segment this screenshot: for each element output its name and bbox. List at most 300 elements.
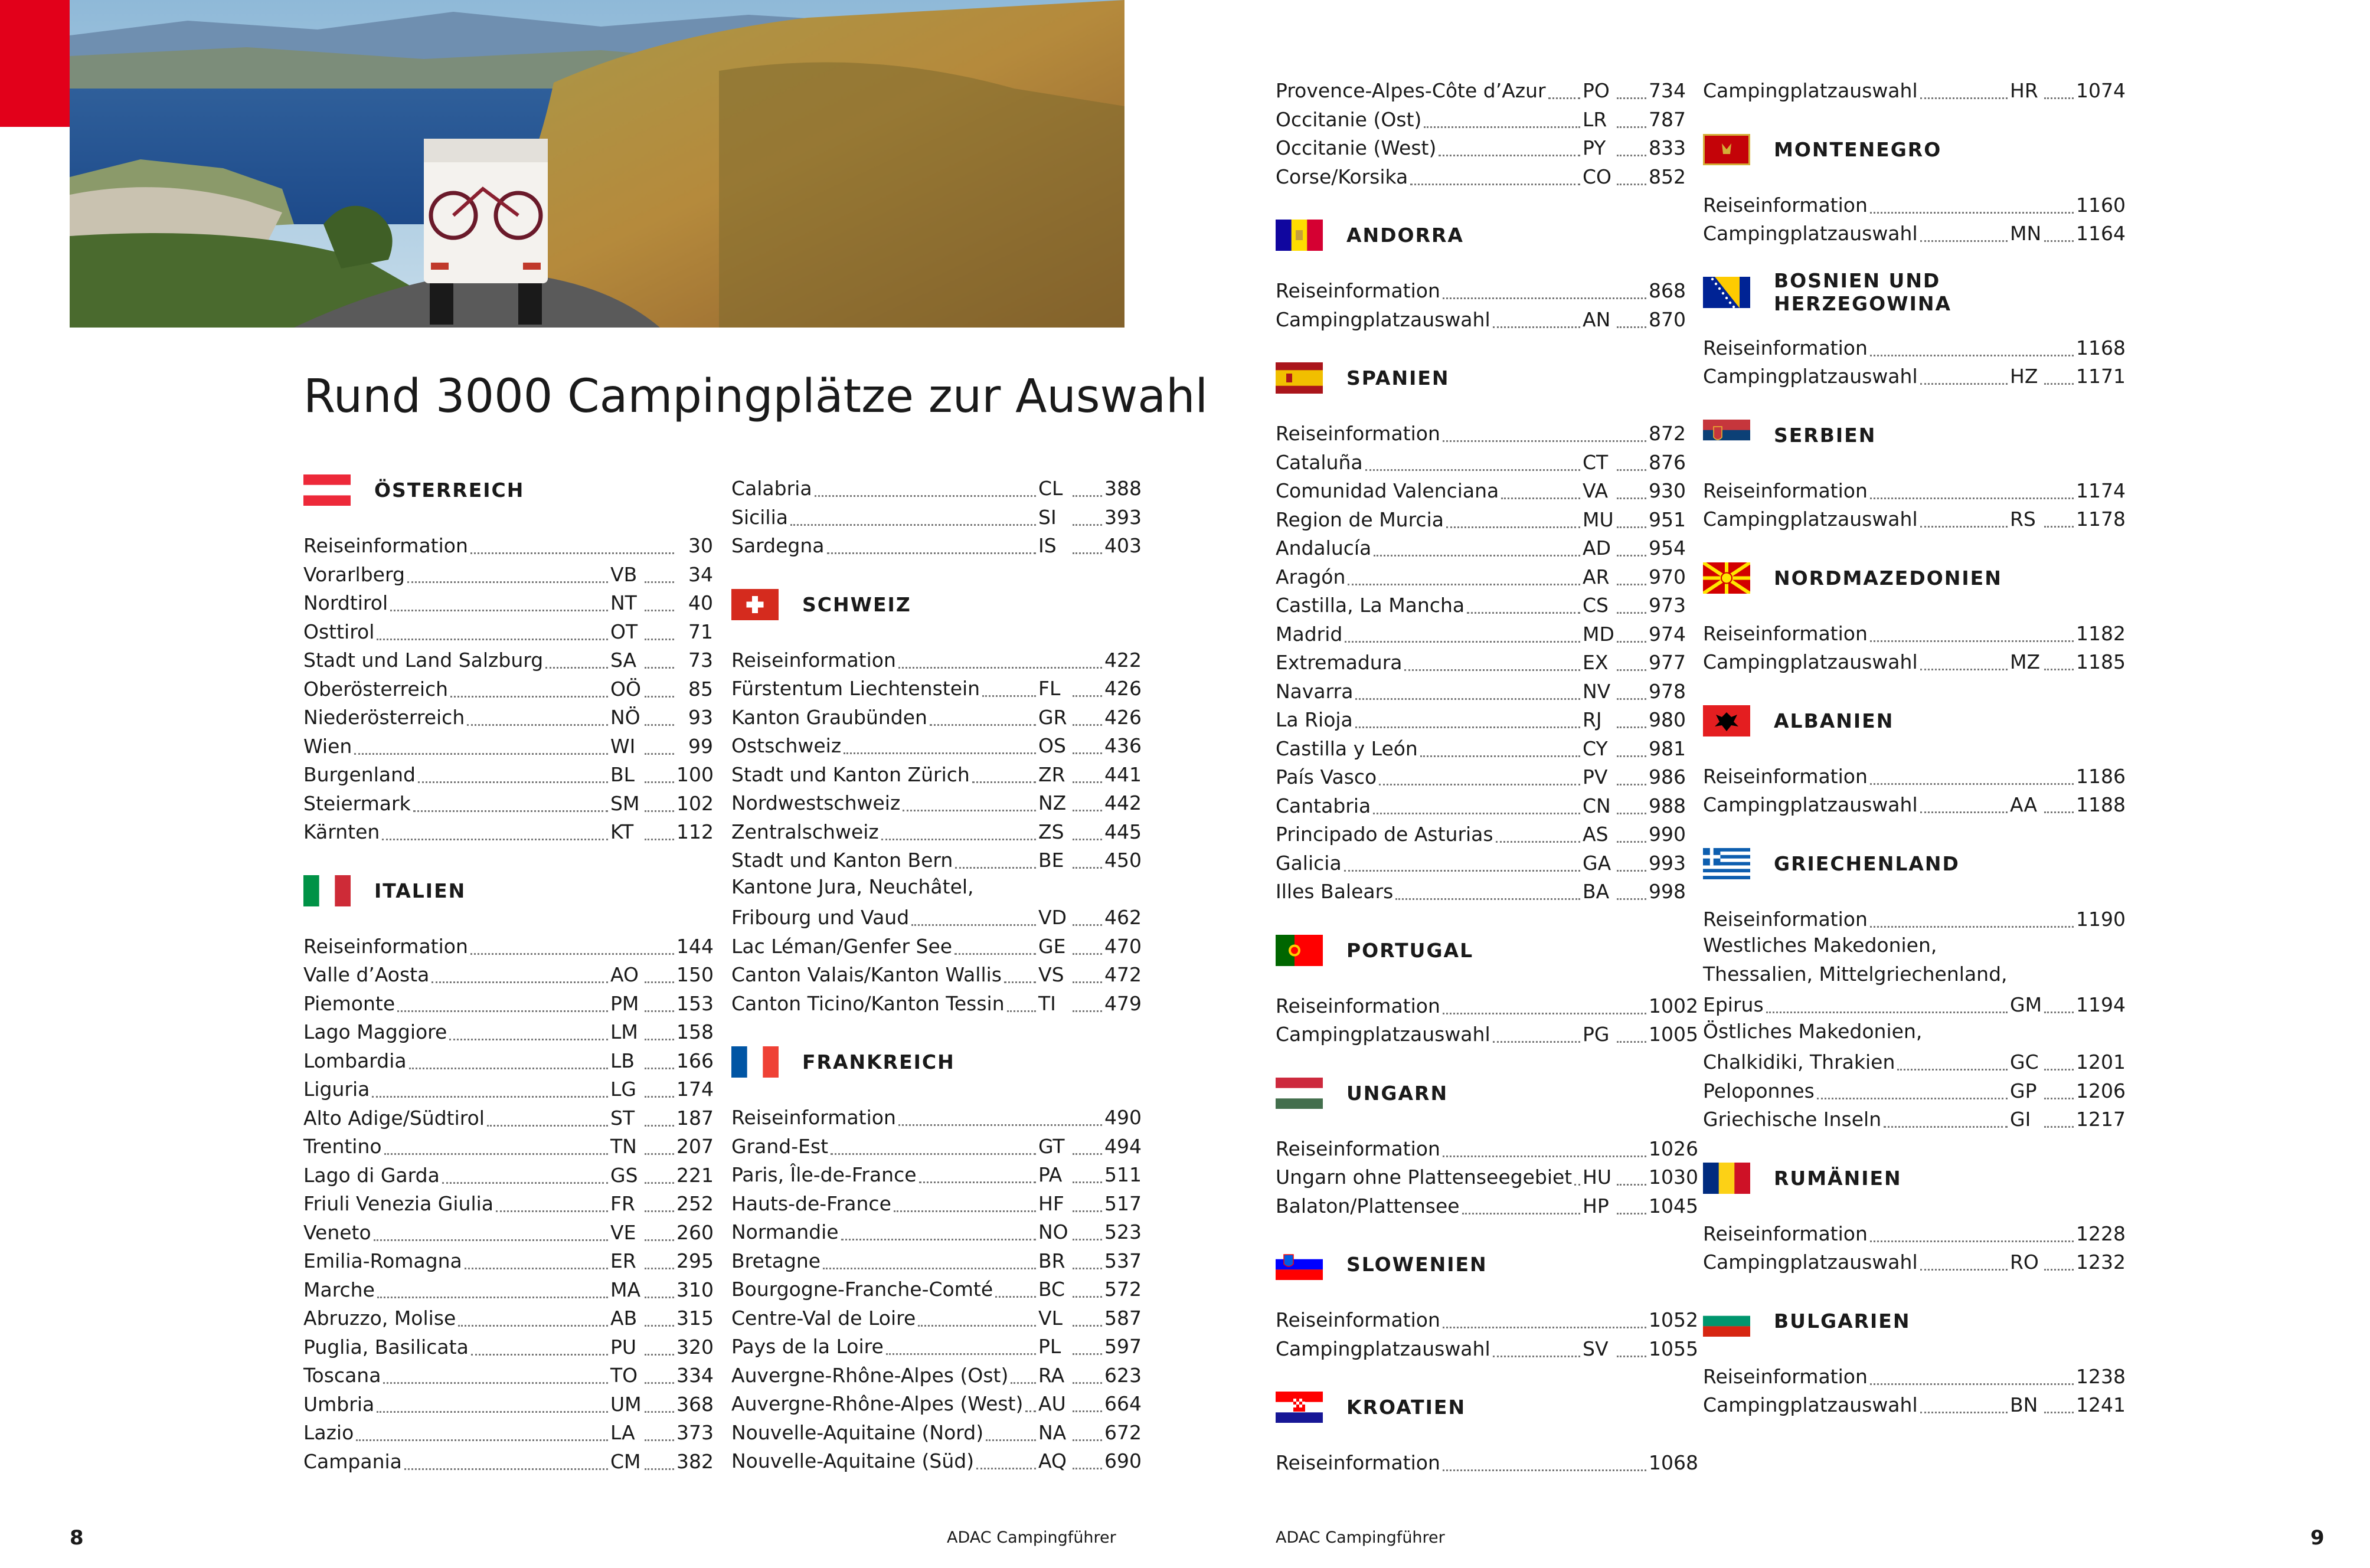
toc-entry[interactable]	[1703, 1105, 2126, 1134]
dot-leader	[1073, 1153, 1102, 1155]
toc-entry[interactable]	[1276, 849, 1685, 878]
entry-name: Puglia, Basilicata	[303, 1335, 469, 1359]
toc-entry[interactable]	[303, 646, 713, 675]
page-number: 511	[1104, 1163, 1142, 1187]
toc-entry[interactable]	[731, 1161, 1141, 1190]
region-code: VE	[610, 1220, 636, 1244]
toc-entry[interactable]	[1703, 362, 2126, 391]
country-heading-hungary[interactable]	[1276, 1078, 1685, 1135]
dot-leader	[450, 695, 608, 698]
toc-entry[interactable]	[303, 532, 713, 561]
entry-name: Calabria	[731, 477, 812, 500]
entry-name: Oberösterreich	[303, 677, 449, 700]
country-heading-romania[interactable]	[1703, 1163, 2113, 1220]
dot-leader	[496, 1210, 608, 1212]
page-number: 1045	[1649, 1194, 1698, 1217]
page-number: 872	[1649, 422, 1686, 446]
dot-leader	[1073, 495, 1102, 497]
toc-entry[interactable]	[731, 1218, 1141, 1247]
page-number: 1241	[2076, 1393, 2126, 1417]
region-code: LM	[610, 1020, 638, 1044]
region-code: PG	[1583, 1023, 1610, 1046]
region-code: OS	[1038, 734, 1066, 758]
dot-leader	[1073, 523, 1102, 526]
page-title: Rund 3000 Campingplätze zur Auswahl	[303, 370, 1208, 423]
country-heading-andorra[interactable]	[1276, 220, 1685, 277]
dot-leader	[377, 1410, 608, 1413]
section-gap	[1276, 1363, 1685, 1392]
toc-entry[interactable]	[731, 761, 1141, 790]
country-heading-spain[interactable]	[1276, 362, 1685, 420]
dot-leader	[1443, 297, 1646, 299]
toc-entry[interactable]	[1276, 1020, 1698, 1049]
dot-leader	[407, 581, 608, 583]
toc-entry[interactable]	[1703, 220, 2126, 248]
dot-leader	[377, 1296, 608, 1298]
toc-entry[interactable]	[1276, 563, 1685, 592]
page-number: 260	[676, 1220, 714, 1244]
section-gap	[1703, 1134, 2113, 1163]
toc-entry[interactable]	[303, 818, 713, 847]
toc-entry[interactable]	[731, 1361, 1141, 1390]
region-code: GR	[1038, 705, 1067, 729]
region-code: GE	[1038, 934, 1066, 958]
toc-entry[interactable]	[731, 703, 1141, 732]
toc-entry[interactable]	[1703, 1248, 2126, 1277]
entry-name: Valle d’Aosta	[303, 963, 430, 987]
section-gap	[1276, 906, 1685, 935]
toc-entry[interactable]	[303, 790, 713, 819]
entry-name: Niederösterreich	[303, 706, 465, 729]
dot-leader	[972, 781, 1036, 783]
country-name: GRIECHENLAND	[1774, 852, 1960, 875]
page-number: 174	[676, 1078, 714, 1101]
dot-leader	[645, 1267, 674, 1269]
dot-leader	[431, 981, 608, 983]
toc-entry[interactable]	[1703, 762, 2126, 791]
dot-leader	[976, 1467, 1036, 1469]
entry-name: Auvergne-Rhône-Alpes (Ost)	[731, 1363, 1009, 1387]
entry-name: Aragón	[1276, 565, 1346, 588]
toc-column-1	[303, 474, 713, 1476]
toc-entry[interactable]	[1276, 1335, 1698, 1364]
dot-leader	[1373, 812, 1580, 814]
entry-name: Canton Ticino/Kanton Tessin	[731, 991, 1005, 1015]
toc-entry[interactable]	[303, 932, 713, 961]
toc-entry[interactable]	[1703, 77, 2126, 106]
dot-leader	[1073, 1210, 1102, 1212]
section-gap	[1703, 677, 2113, 705]
toc-entry[interactable]	[1703, 477, 2126, 506]
toc-entry[interactable]	[1276, 1449, 1698, 1478]
dot-leader	[1355, 698, 1580, 700]
region-code: ZS	[1038, 820, 1064, 843]
region-code: SA	[610, 649, 637, 672]
toc-entry[interactable]	[303, 1047, 713, 1076]
toc-entry[interactable]	[303, 1361, 713, 1390]
toc-entry[interactable]	[731, 1132, 1141, 1161]
entry-name: Cantabria	[1276, 794, 1371, 817]
country-heading-switzerland[interactable]	[731, 589, 1141, 646]
dot-leader	[1617, 526, 1646, 528]
country-heading-portugal[interactable]	[1276, 935, 1685, 992]
toc-entry-line: Kantone Jura, Neuchâtel,	[731, 875, 974, 898]
dot-leader	[645, 1410, 674, 1413]
entry-name: Reiseinformation	[1703, 1364, 1868, 1388]
toc-entry[interactable]	[731, 732, 1141, 761]
dot-leader	[831, 1153, 1036, 1155]
entry-name: Grand-Est	[731, 1134, 829, 1158]
country-heading-italy[interactable]	[303, 875, 713, 932]
dot-leader	[1493, 326, 1580, 328]
region-code: GT	[1038, 1134, 1065, 1158]
dot-leader	[898, 666, 1102, 669]
country-heading-bosnia[interactable]	[1703, 269, 2113, 334]
country-name: ANDORRA	[1346, 224, 1464, 247]
page-number: 1232	[2076, 1251, 2126, 1274]
toc-entry[interactable]	[303, 589, 713, 618]
toc-entry[interactable]	[303, 761, 713, 790]
toc-entry[interactable]	[1703, 991, 2126, 1020]
toc-entry[interactable]	[1276, 677, 1685, 706]
toc-entry[interactable]	[1276, 506, 1685, 535]
page-number: 1168	[2076, 336, 2126, 359]
toc-entry[interactable]	[731, 846, 1141, 875]
region-code: NO	[1038, 1220, 1068, 1244]
toc-entry[interactable]	[303, 1075, 713, 1104]
toc-entry[interactable]	[1276, 1192, 1698, 1221]
dot-leader	[1073, 1353, 1102, 1355]
toc-entry[interactable]	[1276, 1163, 1698, 1192]
entry-name: Centre-Val de Loire	[731, 1306, 916, 1330]
toc-entry[interactable]	[731, 904, 1141, 932]
country-name: SPANIEN	[1346, 366, 1450, 389]
toc-entry[interactable]	[731, 818, 1141, 847]
toc-entry[interactable]	[303, 961, 713, 990]
entry-name: Reiseinformation	[1703, 336, 1868, 359]
page-number: 426	[1104, 677, 1142, 700]
entry-name: Corse/Korsika	[1276, 165, 1408, 188]
italy-flag-icon	[303, 875, 351, 906]
country-heading-croatia[interactable]	[1276, 1392, 1685, 1449]
toc-entry[interactable]	[1276, 163, 1685, 192]
country-heading-austria[interactable]	[303, 474, 713, 532]
entry-name: Toscana	[303, 1364, 381, 1387]
dot-leader	[1424, 126, 1580, 128]
toc-entry[interactable]	[731, 646, 1141, 675]
toc-entry[interactable]	[1703, 1077, 2126, 1106]
region-code: PA	[1038, 1163, 1063, 1187]
toc-entry[interactable]	[1703, 1391, 2126, 1420]
toc-entry[interactable]	[303, 561, 713, 590]
page-number: 954	[1649, 536, 1686, 560]
country-heading-slovenia[interactable]	[1276, 1249, 1685, 1306]
entry-name: Abruzzo, Molise	[303, 1307, 456, 1330]
page-number: 1164	[2076, 222, 2126, 245]
toc-entry[interactable]	[1276, 77, 1685, 106]
toc-entry[interactable]	[731, 503, 1141, 532]
dot-leader	[1439, 154, 1580, 156]
toc-entry[interactable]	[1276, 591, 1685, 620]
serbia-flag-icon	[1703, 420, 1750, 451]
dot-leader	[1496, 840, 1580, 843]
dot-leader	[2044, 1411, 2074, 1413]
page-number: 734	[1649, 79, 1686, 103]
dot-leader	[1493, 1040, 1580, 1043]
dot-leader	[2044, 382, 2074, 385]
page-number: 295	[676, 1249, 714, 1273]
toc-entry[interactable]	[1276, 277, 1685, 306]
toc-entry[interactable]	[303, 990, 713, 1019]
toc-entry[interactable]	[303, 1276, 713, 1305]
region-code: PL	[1038, 1335, 1061, 1359]
country-heading-bulgaria[interactable]	[1703, 1305, 2113, 1363]
toc-entry[interactable]	[731, 932, 1141, 961]
page-number: 980	[1649, 708, 1686, 732]
entry-name: Reiseinformation	[1276, 279, 1440, 303]
page-number: 144	[676, 934, 714, 958]
toc-entry[interactable]	[303, 618, 713, 647]
page-number: 623	[1104, 1363, 1142, 1387]
toc-entry[interactable]	[1276, 649, 1685, 677]
toc-entry[interactable]	[303, 1219, 713, 1248]
entry-name: Auvergne-Rhône-Alpes (West)	[731, 1392, 1024, 1416]
page-number: 112	[676, 820, 714, 844]
entry-name: Kärnten	[303, 820, 380, 844]
entry-name: Steiermark	[303, 791, 411, 815]
dot-leader	[1073, 952, 1102, 955]
toc-entry[interactable]	[303, 675, 713, 704]
region-code: MA	[610, 1278, 641, 1301]
region-code: NV	[1583, 679, 1611, 703]
toc-entry[interactable]	[303, 1247, 713, 1276]
dot-leader	[1073, 1410, 1102, 1412]
entry-name: Fribourg und Vaud	[731, 906, 910, 929]
dot-leader	[645, 609, 674, 611]
toc-entry[interactable]	[303, 1333, 713, 1362]
toc-entry[interactable]	[1276, 620, 1685, 649]
toc-entry[interactable]	[731, 1104, 1141, 1132]
toc-entry[interactable]	[303, 1304, 713, 1333]
page-number: 986	[1649, 765, 1686, 789]
country-heading-albania[interactable]	[1703, 705, 2113, 762]
toc-entry[interactable]	[1276, 820, 1685, 849]
toc-entry[interactable]	[303, 1018, 713, 1047]
toc-entry[interactable]	[1276, 534, 1685, 563]
dot-leader	[1617, 812, 1646, 814]
entry-name: Wien	[303, 734, 352, 758]
page-number: 1002	[1649, 994, 1698, 1017]
toc-entry[interactable]	[731, 532, 1141, 561]
dot-leader	[1920, 811, 2008, 813]
toc-entry[interactable]	[1703, 648, 2126, 677]
toc-entry[interactable]	[731, 1247, 1141, 1276]
region-code: AA	[2010, 793, 2038, 817]
toc-entry[interactable]	[731, 789, 1141, 818]
country-heading-serbia[interactable]	[1703, 420, 2113, 477]
toc-entry[interactable]	[1276, 1135, 1698, 1164]
toc-entry-line: Thessalien, Mittelgriechenland,	[1703, 962, 2008, 986]
toc-entry[interactable]	[1703, 905, 2126, 934]
country-heading-greece[interactable]	[1703, 848, 2113, 905]
toc-entry[interactable]	[731, 1333, 1141, 1361]
dot-leader	[645, 752, 674, 755]
region-code: AN	[1583, 307, 1611, 331]
page-number: 973	[1649, 594, 1686, 617]
dot-leader	[1493, 1355, 1580, 1357]
right-footer-label: ADAC Campingführer	[1276, 1528, 1445, 1547]
toc-entry[interactable]	[303, 1161, 713, 1190]
toc-entry[interactable]	[1703, 791, 2126, 820]
dot-leader	[645, 695, 674, 698]
entry-name: Campania	[303, 1449, 402, 1473]
dot-leader	[982, 695, 1036, 697]
toc-entry[interactable]	[1703, 1048, 2126, 1077]
dot-leader	[1344, 869, 1580, 872]
page-number: 978	[1649, 679, 1686, 703]
dot-leader	[1443, 1326, 1646, 1328]
toc-entry[interactable]	[303, 1104, 713, 1133]
toc-entry[interactable]	[731, 1304, 1141, 1333]
header-photo	[70, 0, 1124, 328]
toc-entry[interactable]	[1703, 334, 2126, 363]
toc-entry[interactable]	[1276, 449, 1685, 477]
region-code: BN	[2010, 1393, 2038, 1417]
toc-entry[interactable]	[1276, 763, 1685, 792]
dot-leader	[1920, 1268, 2008, 1271]
page-number: 320	[676, 1335, 714, 1359]
region-code: BR	[1038, 1249, 1065, 1272]
toc-entry[interactable]	[1276, 420, 1685, 449]
toc-entry[interactable]	[303, 1448, 713, 1477]
toc-entry[interactable]	[731, 961, 1141, 990]
toc-entry[interactable]	[303, 1390, 713, 1419]
region-code: OÖ	[610, 677, 641, 700]
page-number: 672	[1104, 1420, 1142, 1444]
region-code: BE	[1038, 849, 1064, 872]
dot-leader	[1011, 1382, 1036, 1384]
toc-entry[interactable]	[1276, 1306, 1698, 1335]
dot-leader	[954, 952, 1036, 955]
dot-leader	[470, 952, 674, 955]
entry-name: Zentralschweiz	[731, 820, 879, 843]
toc-entry[interactable]	[1703, 191, 2126, 220]
toc-entry[interactable]	[1703, 1220, 2126, 1249]
region-code: ST	[610, 1106, 635, 1130]
region-code: BC	[1038, 1278, 1065, 1301]
romania-flag-icon	[1703, 1163, 1750, 1194]
country-heading-macedonia[interactable]	[1703, 562, 2113, 620]
dot-leader	[1817, 1097, 2008, 1099]
page-number: 1217	[2076, 1108, 2126, 1131]
toc-entry-line: Östliches Makedonien,	[1703, 1019, 1923, 1043]
page-number: 71	[688, 620, 713, 643]
entry-name: Campingplatzauswahl	[1276, 1023, 1490, 1046]
toc-entry[interactable]	[731, 1390, 1141, 1419]
dot-leader	[1073, 781, 1102, 783]
page-number: 436	[1104, 734, 1142, 758]
dot-leader	[645, 1067, 674, 1069]
region-code: PU	[610, 1335, 637, 1359]
page-number: 93	[688, 706, 713, 729]
toc-entry[interactable]	[731, 1419, 1141, 1448]
region-code: GA	[1583, 851, 1611, 875]
dot-leader	[1617, 1040, 1646, 1043]
toc-entry[interactable]	[1703, 620, 2126, 649]
region-code: AS	[1583, 823, 1609, 846]
dot-leader	[1345, 640, 1580, 643]
toc-entry[interactable]	[303, 1419, 713, 1448]
toc-entry[interactable]	[731, 1190, 1141, 1219]
toc-entry[interactable]	[731, 1447, 1141, 1476]
dot-leader	[2044, 1068, 2074, 1071]
dot-leader	[372, 1095, 608, 1098]
country-heading-france[interactable]	[731, 1046, 1141, 1104]
section-gap	[1703, 391, 2113, 420]
region-code: VD	[1038, 906, 1067, 929]
entry-name: Reiseinformation	[1276, 422, 1440, 446]
toc-entry[interactable]	[1276, 306, 1685, 335]
toc-entry[interactable]	[1276, 477, 1685, 506]
dot-leader	[1073, 695, 1102, 697]
country-name: SCHWEIZ	[802, 592, 911, 616]
dot-leader	[995, 1295, 1036, 1298]
country-name: NORDMAZEDONIEN	[1774, 566, 2002, 590]
region-code: GC	[2010, 1050, 2039, 1074]
entry-name: Friuli Venezia Giulia	[303, 1192, 494, 1216]
toc-entry[interactable]	[1276, 134, 1685, 163]
dot-leader	[903, 809, 1036, 811]
toc-entry[interactable]	[1276, 735, 1685, 764]
toc-entry[interactable]	[303, 1190, 713, 1219]
dot-leader	[1617, 97, 1646, 99]
country-heading-montenegro[interactable]	[1703, 134, 2113, 191]
andorra-flag-icon	[1276, 220, 1323, 251]
toc-entry[interactable]	[1703, 505, 2126, 534]
toc-entry[interactable]	[1276, 706, 1685, 735]
region-code: ZR	[1038, 762, 1065, 786]
toc-entry[interactable]	[303, 1132, 713, 1161]
dot-leader	[2044, 240, 2074, 242]
toc-entry[interactable]	[1703, 1363, 2126, 1392]
section-gap	[731, 1018, 1141, 1046]
toc-entry[interactable]	[731, 990, 1141, 1019]
toc-entry[interactable]	[303, 703, 713, 732]
region-code: VB	[610, 562, 638, 586]
page-number: 442	[1104, 791, 1142, 815]
entry-name: Castilla, La Mancha	[1276, 594, 1465, 617]
toc-entry[interactable]	[731, 474, 1141, 503]
toc-entry[interactable]	[1276, 992, 1698, 1021]
toc-entry[interactable]	[1276, 106, 1685, 135]
dot-leader	[467, 724, 608, 726]
region-code: MD	[1583, 622, 1614, 646]
dot-leader	[645, 1239, 674, 1241]
section-gap	[1703, 106, 2113, 134]
entry-name: Reiseinformation	[1703, 193, 1868, 217]
entry-name: Ungarn ohne Plattenseegebiet	[1276, 1166, 1573, 1189]
dot-leader	[918, 1324, 1036, 1327]
toc-entry[interactable]	[1276, 792, 1685, 821]
toc-entry[interactable]	[731, 675, 1141, 703]
entry-name: Reiseinformation	[1276, 1451, 1440, 1475]
dot-leader	[383, 1382, 608, 1384]
dot-leader	[1073, 809, 1102, 811]
toc-entry[interactable]	[303, 732, 713, 761]
page-number: 153	[676, 991, 714, 1015]
toc-entry[interactable]	[731, 1275, 1141, 1304]
toc-entry[interactable]	[1276, 878, 1685, 906]
